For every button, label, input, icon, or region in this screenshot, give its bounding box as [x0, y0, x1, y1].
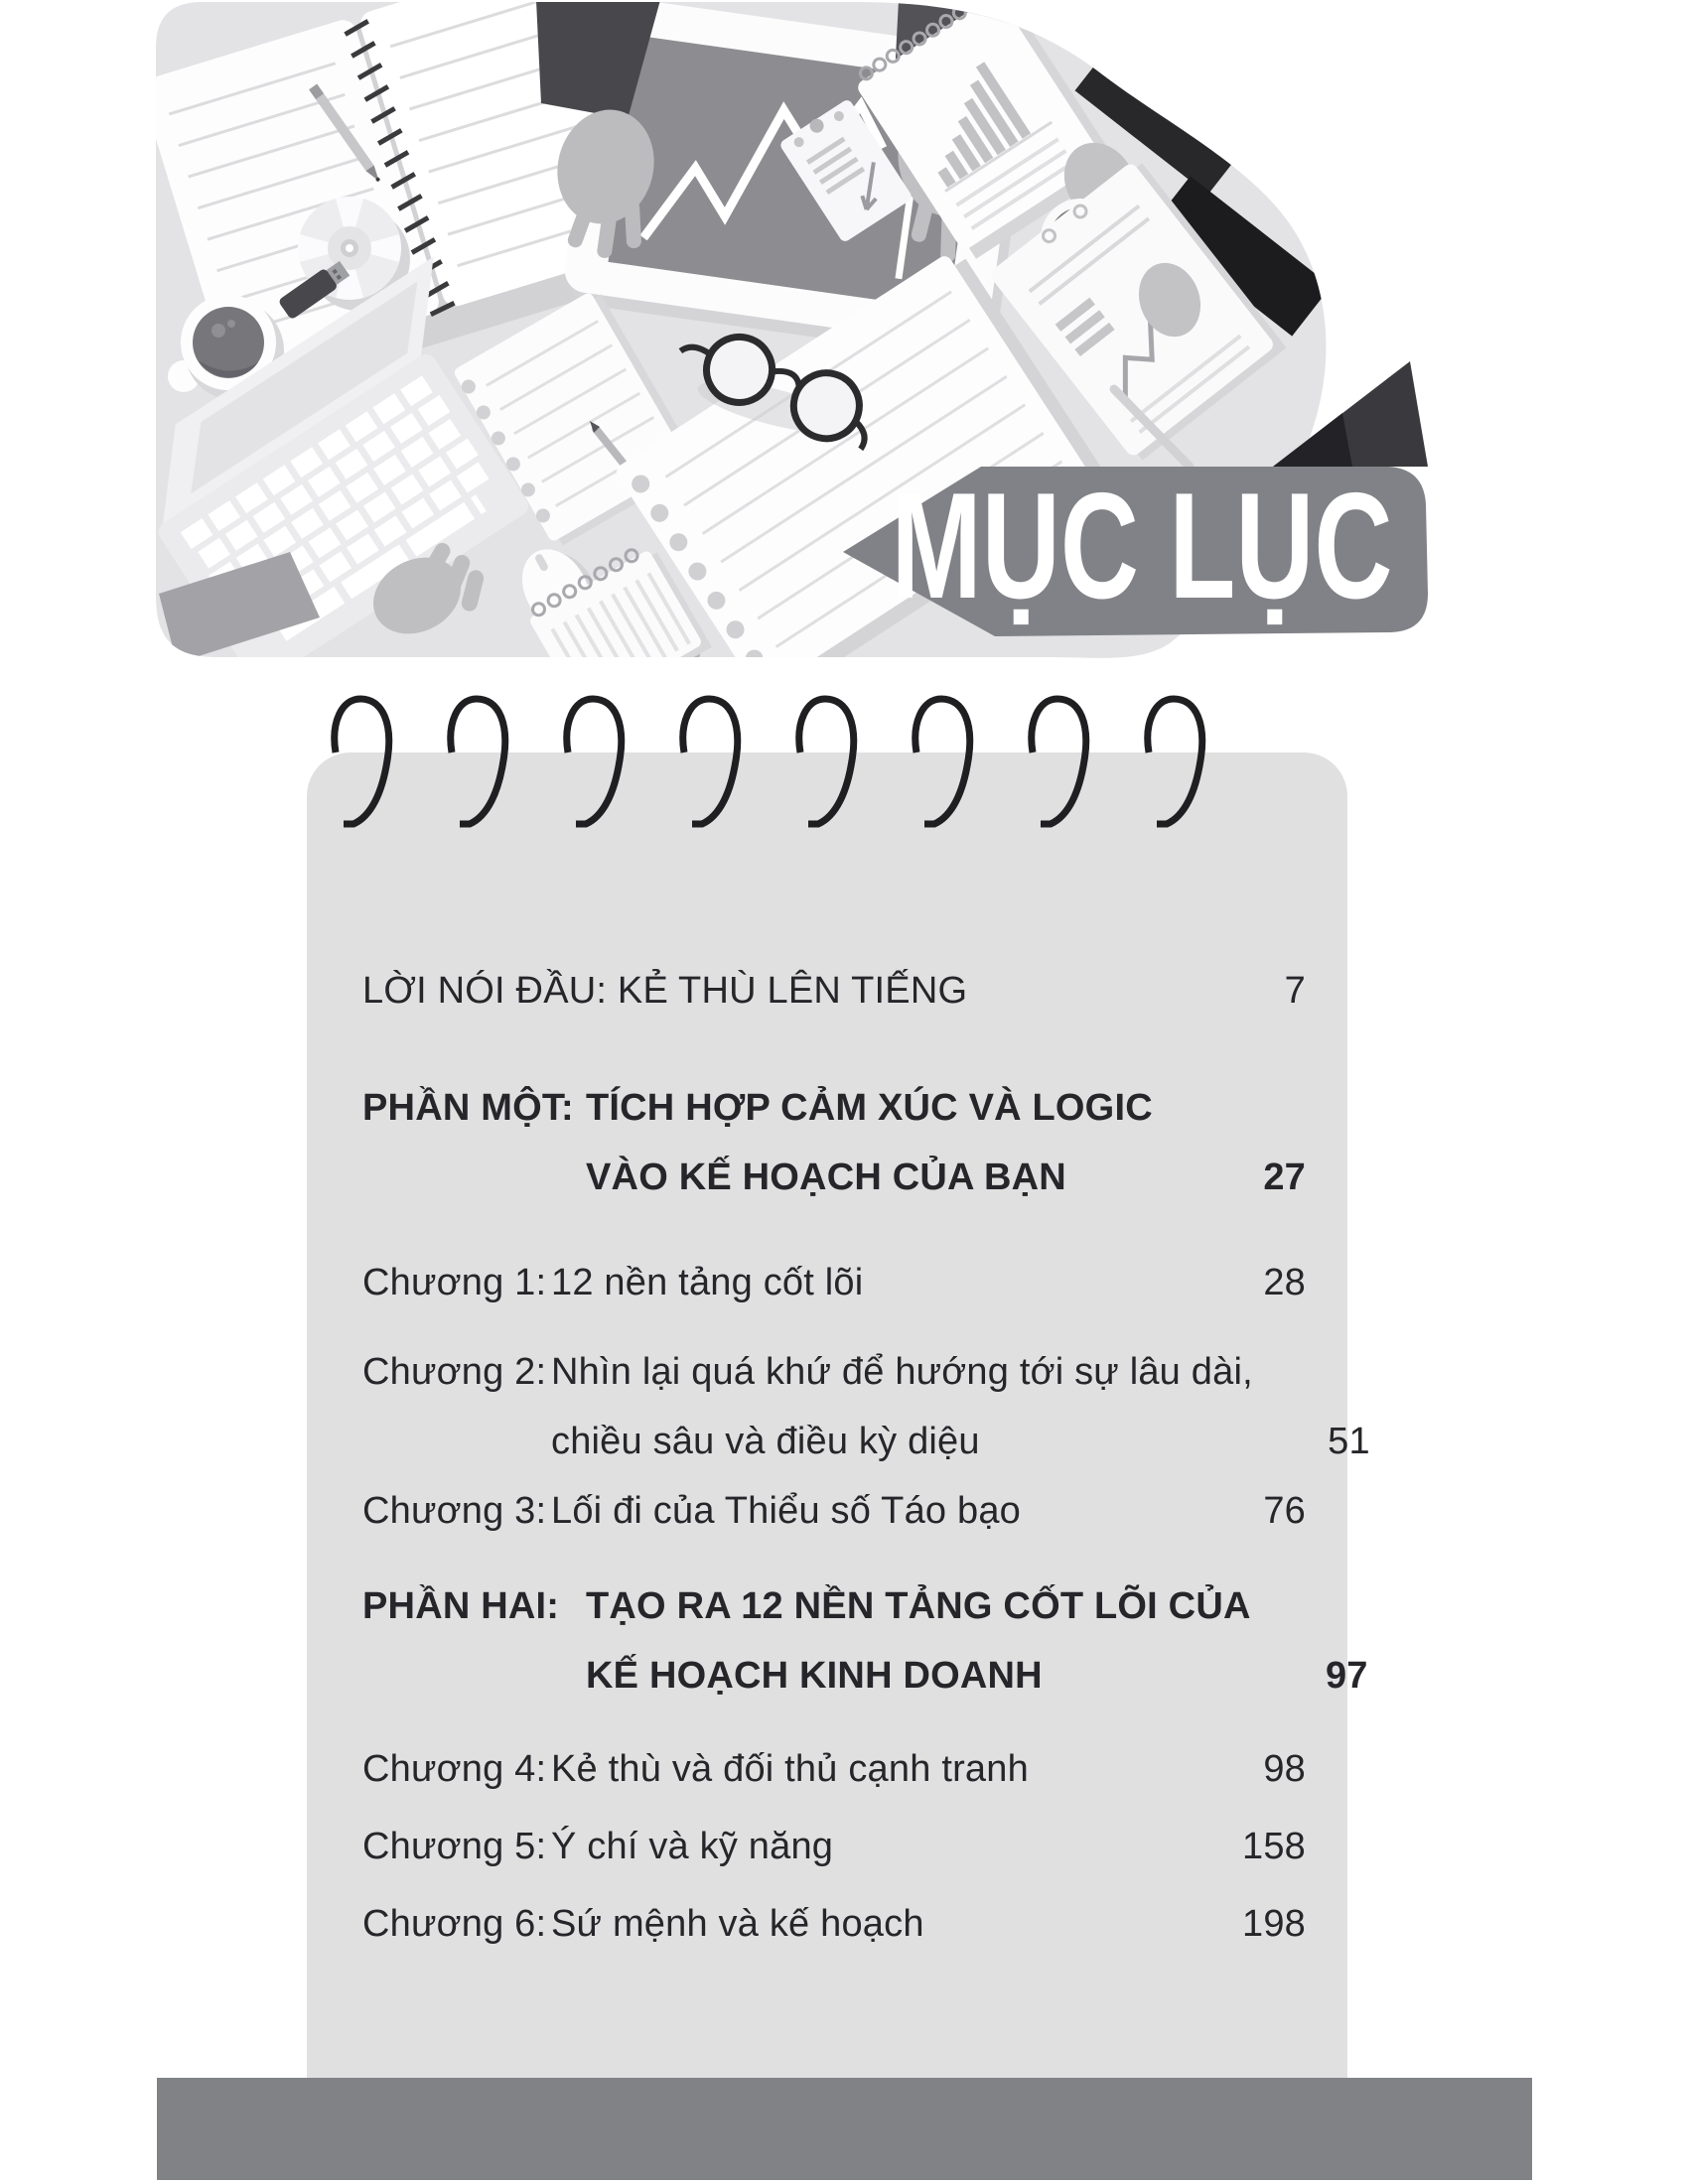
notepad — [307, 752, 1370, 2078]
entry-page: 98 — [1263, 1748, 1306, 1790]
toc-entry — [362, 1734, 1306, 1804]
entry-page: 97 — [1325, 1655, 1368, 1697]
toc-entry — [362, 1889, 1306, 1959]
entry-page: 51 — [1328, 1421, 1370, 1462]
entry-label: Chương 3: — [362, 1490, 547, 1532]
entry-page: 158 — [1241, 1826, 1306, 1867]
entry-title: 12 nền tảng cốt lõi — [551, 1262, 864, 1303]
entry-page: 27 — [1263, 1157, 1306, 1198]
toc-list — [362, 956, 1370, 1959]
entry-page: 7 — [1284, 970, 1306, 1012]
toc-entry — [362, 956, 1306, 1025]
entry-title: Ý chí và kỹ năng — [551, 1826, 834, 1867]
entry-label: Chương 2: — [362, 1351, 547, 1393]
toc-entry — [362, 1248, 1306, 1317]
entry-label: Chương 6: — [362, 1903, 547, 1945]
toc-entry — [362, 1476, 1306, 1546]
entry-title: Nhìn lại quá khứ để hướng tới sự lâu dài, chiều sâu và điều kỳ diệu — [551, 1351, 1253, 1462]
spiral-rings — [0, 685, 1390, 864]
entry-title: TÍCH HỢP CẢM XÚC VÀ LOGIC VÀO KẾ HOẠCH CỦA BẠN — [586, 1087, 1153, 1198]
toc-entry — [362, 1337, 1370, 1476]
entry-title: Sứ mệnh và kế hoạch — [551, 1903, 924, 1945]
footer-bar — [157, 2078, 1532, 2180]
entry-page: 198 — [1241, 1903, 1306, 1945]
entry-label: PHẦN HAI: — [362, 1585, 560, 1627]
entry-title: Lối đi của Thiểu số Táo bạo — [551, 1490, 1021, 1532]
toc-entry — [362, 1571, 1368, 1710]
entry-title: LỜI NÓI ĐẦU: KẺ THÙ LÊN TIẾNG — [362, 970, 968, 1012]
entry-title: Kẻ thù và đối thủ cạnh tranh — [551, 1748, 1029, 1790]
page-title: MỤC LỤC — [891, 462, 1393, 630]
entry-page: 28 — [1263, 1262, 1306, 1303]
entry-label: Chương 1: — [362, 1262, 547, 1303]
entry-label: PHẦN MỘT: — [362, 1087, 574, 1129]
entry-label: Chương 5: — [362, 1826, 547, 1867]
entry-label: Chương 4: — [362, 1748, 547, 1790]
toc-entry — [362, 1073, 1306, 1212]
entry-title: TẠO RA 12 NỀN TẢNG CỐT LÕI CỦA KẾ HOẠCH KINH DOANH — [586, 1585, 1251, 1697]
toc-entry — [362, 1812, 1306, 1881]
entry-page: 76 — [1263, 1490, 1306, 1532]
desk-illustration — [0, 0, 1688, 695]
